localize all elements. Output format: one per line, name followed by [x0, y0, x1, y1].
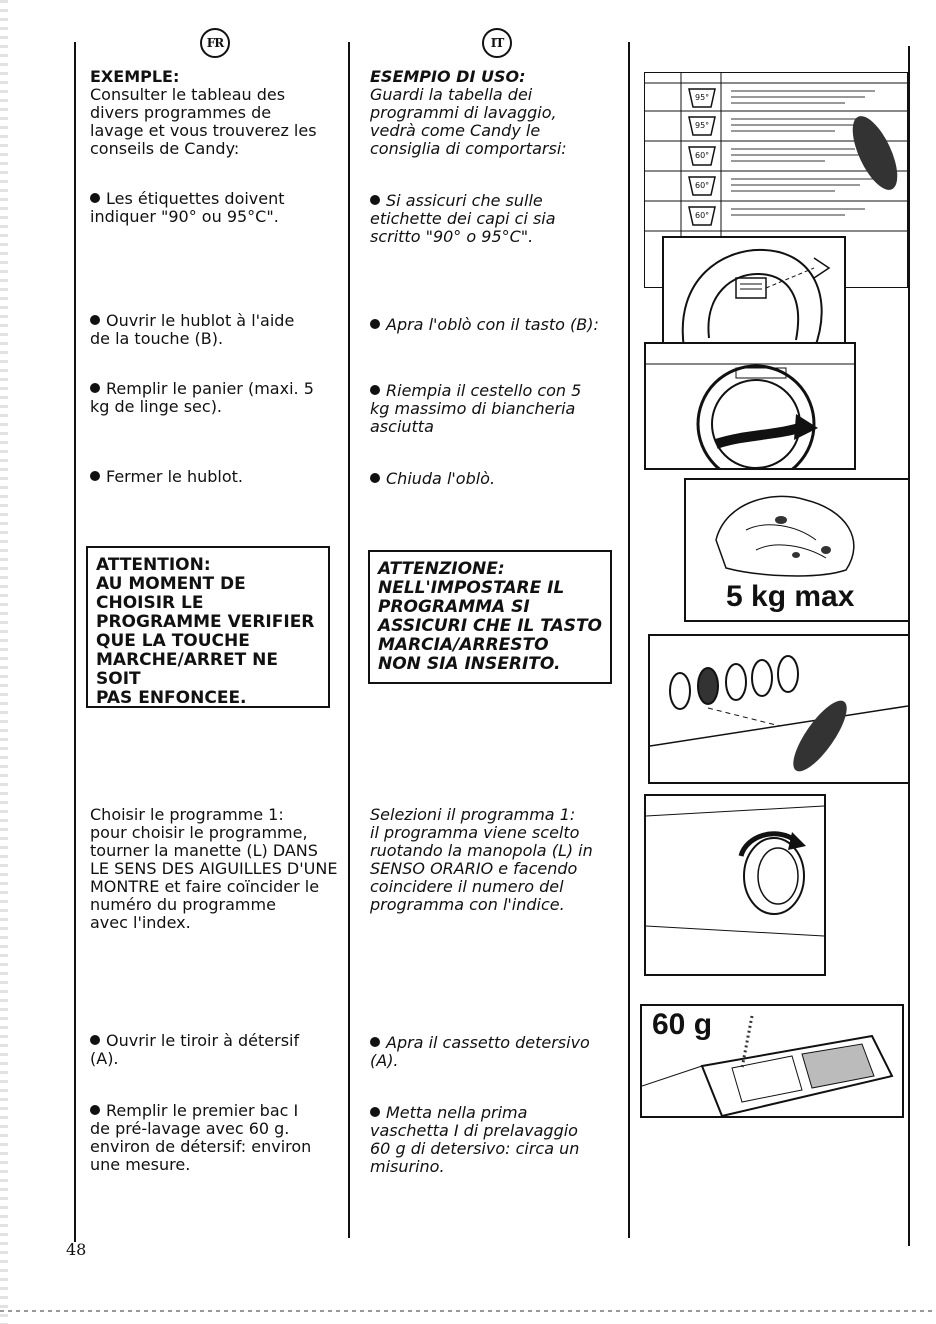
load-capacity-caption: 5 kg max: [726, 580, 855, 613]
detergent-drawer-illustration: [640, 1004, 904, 1118]
it-labels-text: Si assicuri che sulle etichette dei capi ci sia scritto "90° o 95°C".: [370, 191, 556, 246]
knob-turn-illustration: [644, 794, 826, 976]
page-number: 48: [66, 1240, 87, 1259]
table-temp-5: 60°: [695, 211, 710, 220]
left-margin-rule: [74, 42, 76, 1242]
fr-close-text: Fermer le hublot.: [106, 467, 243, 486]
table-temp-1: 95°: [695, 93, 710, 102]
scan-edge: [0, 0, 8, 1324]
fr-example-title: EXEMPLE:: [90, 67, 180, 86]
it-detergent-text: Metta nella prima vaschetta I di prelavaggio 60 g di detersivo: circa un misurino.: [370, 1103, 580, 1176]
fr-labels-item: [90, 190, 340, 226]
it-close-text: Chiuda l'oblò.: [386, 469, 496, 488]
fr-detergent-text: Remplir le premier bac I de pré-lavage avec 60 g. environ de détersif: environ une mesure.: [90, 1101, 312, 1174]
open-door-illustration: [644, 342, 856, 470]
bullet-icon: [90, 471, 100, 481]
programme-buttons-illustration: [648, 634, 910, 784]
table-temp-3: 60°: [695, 151, 710, 160]
language-badge-it: IT: [482, 28, 512, 58]
it-detergent-item: [370, 1104, 620, 1176]
it-drawer-text: Apra il cassetto detersivo (A).: [370, 1033, 590, 1070]
shirt-collar-drawing: [664, 238, 844, 358]
bullet-icon: [90, 383, 100, 393]
detergent-amount-caption: 60 g: [652, 1008, 713, 1041]
it-example-body: Guardi la tabella dei programmi di lavaggio, vedrà come Candy le consiglia di comportarsi:: [370, 85, 567, 158]
fr-drawer-text: Ouvrir le tiroir à détersif (A).: [90, 1031, 300, 1068]
scan-bottom-edge: [0, 1310, 936, 1312]
column-divider-fr-it: [348, 42, 350, 1238]
it-open-item: [370, 316, 620, 334]
laundry-load-illustration: [684, 478, 910, 622]
it-warning-box: ATTENZIONE: NELL'IMPOSTARE IL PROGRAMMA SI ASSICURI CHE IL TASTO MARCIA/ARRESTO NON SIA INSERITO.: [368, 550, 612, 684]
fr-labels-text: Les étiquettes doivent indiquer "90° ou 95°C".: [90, 189, 285, 226]
bullet-icon: [370, 385, 380, 395]
it-labels-item: [370, 192, 620, 246]
fr-detergent-item: [90, 1102, 340, 1174]
open-door-drawing: [646, 344, 854, 468]
fr-warning-box: ATTENTION: AU MOMENT DE CHOISIR LE PROGRAMME VERIFIER QUE LA TOUCHE MARCHE/ARRET NE SOIT PAS ENFONCEE.: [86, 546, 330, 708]
fr-open-item: [90, 312, 340, 348]
bullet-icon: [370, 319, 380, 329]
bullet-icon: [90, 1105, 100, 1115]
fr-open-text: Ouvrir le hublot à l'aide de la touche (B).: [90, 311, 295, 348]
bullet-icon: [370, 473, 380, 483]
language-badge-fr: FR: [200, 28, 230, 58]
programme-buttons-drawing: [650, 636, 908, 782]
bullet-icon: [90, 1035, 100, 1045]
it-fill-text: Riempia il cestello con 5 kg massimo di biancheria asciutta: [370, 381, 582, 436]
bullet-icon: [370, 195, 380, 205]
knob-turn-drawing: [646, 796, 824, 974]
fr-choose-text: Choisir le programme 1: pour choisir le programme, tourner la manette (L) DANS LE SENS DES AIGUILLES D'UNE MONTRE et faire coïncider le numéro du programme avec l'index.: [90, 805, 338, 932]
table-temp-4: 60°: [695, 181, 710, 190]
laundry-drawing: [686, 480, 908, 580]
column-divider-it-illustrations: [628, 42, 630, 1238]
it-example-title: ESEMPIO DI USO:: [370, 67, 526, 86]
it-drawer-item: [370, 1034, 620, 1070]
fr-fill-text: Remplir le panier (maxi. 5 kg de linge sec).: [90, 379, 314, 416]
bullet-icon: [90, 193, 100, 203]
it-close-item: [370, 470, 620, 488]
bullet-icon: [90, 315, 100, 325]
table-temp-2: 95°: [695, 121, 710, 130]
it-open-text: Apra l'oblò con il tasto (B):: [386, 315, 599, 334]
bullet-icon: [370, 1037, 380, 1047]
fr-fill-item: [90, 380, 340, 416]
it-fill-item: [370, 382, 620, 436]
fr-close-item: [90, 468, 340, 486]
bullet-icon: [370, 1107, 380, 1117]
fr-example-body: Consulter le tableau des divers programmes de lavage et vous trouverez les conseils de Candy:: [90, 85, 317, 158]
fr-drawer-item: [90, 1032, 340, 1068]
it-choose-text: Selezioni il programma 1: il programma viene scelto ruotando la manopola (L) in SENSO ORARIO e facendo coincidere il numero del programma con l'indice.: [370, 805, 593, 914]
